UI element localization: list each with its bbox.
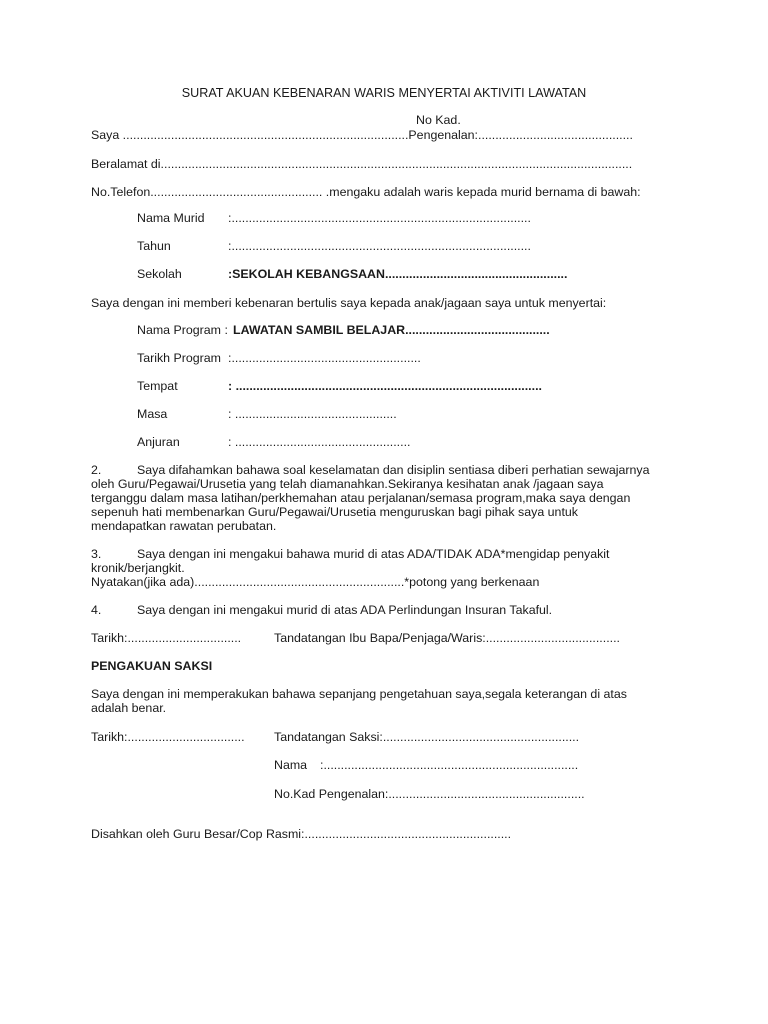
saya-line: Saya ...................................................................................Pengenalan:............................................. <box>91 128 633 142</box>
para3-line: Nyatakan(jika ada).............................................................*potong yang berkenaan <box>91 575 540 589</box>
para2-first-line: Saya difahamkan bahawa soal keselamatan dan disiplin sentiasa diberi perhatian sewajarnya <box>137 463 650 477</box>
disahkan-line: Disahkan oleh Guru Besar/Cop Rasmi:............................................................ <box>91 827 512 841</box>
para2-line: sepenuh hati membenarkan Guru/Pegawai/Urusetia menguruskan bagi pihak saya untuk <box>91 505 578 519</box>
para2-line: mendapatkan rawatan perubatan. <box>91 519 277 533</box>
tandatangan-waris: Tandatangan Ibu Bapa/Penjaga/Waris:....................................... <box>274 631 620 645</box>
saksi-nama-value: :.......................................................................... <box>320 758 579 772</box>
field-value-tempat: : ......................................................................................... <box>228 379 542 393</box>
field-label-masa: Masa <box>137 407 168 421</box>
tarikh-waris: Tarikh:................................. <box>91 631 242 645</box>
field-label-nama-program: Nama Program : <box>137 323 228 337</box>
para2-line: oleh Guru/Pegawai/Urusetia yang telah diamanahkan.Sekiranya kesihatan anak /jagaan saya <box>91 477 604 491</box>
para4-number: 4. <box>91 603 102 617</box>
field-label-anjuran: Anjuran <box>137 435 180 449</box>
tandatangan-saksi: Tandatangan Saksi:......................................................... <box>274 730 580 744</box>
field-label-nama-murid: Nama Murid <box>137 211 205 225</box>
field-label-sekolah: Sekolah <box>137 267 182 281</box>
field-value-anjuran: : ................................................... <box>228 435 411 449</box>
saksi-nama-label: Nama <box>274 758 308 772</box>
para2-number: 2. <box>91 463 102 477</box>
beralamat-line: Beralamat di......................................................................................................................................... <box>91 157 633 171</box>
field-value-tahun: :....................................................................................... <box>228 239 531 253</box>
field-value-nama-program: LAWATAN SAMBIL BELAJAR.......................................... <box>233 323 550 337</box>
para4-first-line: Saya dengan ini mengakui murid di atas ADA Perlindungan Insuran Takaful. <box>137 603 553 617</box>
field-value-tarikh-program: :....................................................... <box>228 351 421 365</box>
saksi-heading: PENGAKUAN SAKSI <box>91 659 213 673</box>
saksi-nokad-line: No.Kad Pengenalan:......................................................... <box>274 787 585 801</box>
tarikh-saksi: Tarikh:.................................. <box>91 730 245 744</box>
kebenaran-line: Saya dengan ini memberi kebenaran bertulis saya kepada anak/jagaan saya untuk menyertai: <box>91 296 607 310</box>
field-label-tarikh-program: Tarikh Program <box>137 351 222 365</box>
field-value-sekolah: :SEKOLAH KEBANGSAAN..................................................... <box>228 267 568 281</box>
saksi-text-line: adalah benar. <box>91 701 167 715</box>
para3-number: 3. <box>91 547 102 561</box>
no-kad-label: No Kad. <box>416 113 461 127</box>
document-title: SURAT AKUAN KEBENARAN WARIS MENYERTAI AKTIVITI LAWATAN <box>181 86 587 100</box>
field-value-nama-murid: :....................................................................................... <box>228 211 531 225</box>
para3-first-line: Saya dengan ini mengakui bahawa murid di atas ADA/TIDAK ADA*mengidap penyakit <box>137 547 610 561</box>
field-label-tahun: Tahun <box>137 239 171 253</box>
saksi-text-line: Saya dengan ini memperakukan bahawa sepanjang pengetahuan saya,segala keterangan di atas <box>91 687 627 701</box>
telefon-line: No.Telefon.................................................. .mengaku adalah waris kepada murid bernama di bawah: <box>91 185 641 199</box>
field-value-masa: : ............................................... <box>228 407 397 421</box>
para2-line: terganggu dalam masa latihan/perkhemahan atau perjalanan/semasa program,maka saya dengan <box>91 491 631 505</box>
field-label-tempat: Tempat <box>137 379 178 393</box>
para3-line: kronik/berjangkit. <box>91 561 185 575</box>
